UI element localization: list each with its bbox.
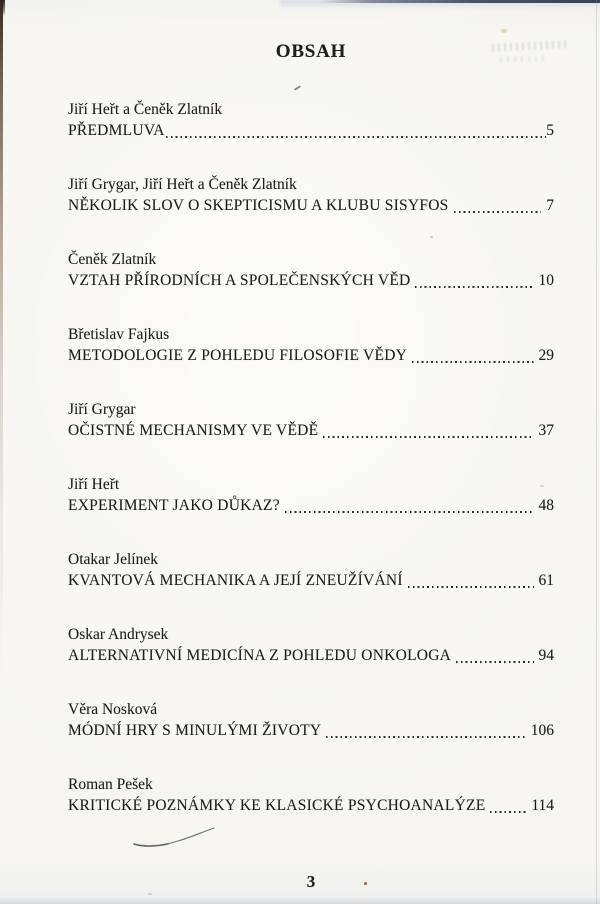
dot-leader: [326, 736, 525, 738]
entry-title: KRITICKÉ POZNÁMKY KE KLASICKÉ PSYCHOANALÝZE: [68, 797, 486, 814]
pencil-squiggle: [128, 820, 220, 852]
entry-title: VZTAH PŘÍRODNÍCH A SPOLEČENSKÝCH VĚD: [68, 272, 411, 289]
entry-title-row: [68, 720, 554, 741]
scan-edge-left: [0, 0, 3, 904]
entry-page-number: 29: [538, 347, 554, 364]
entry-title-row: [68, 645, 554, 666]
entry-title: NĚKOLIK SLOV O SKEPTICISMU A KLUBU SISYFOS: [68, 197, 449, 214]
dot-leader: [454, 211, 542, 213]
entry-title-row: [68, 270, 554, 291]
toc-entry: [68, 249, 554, 291]
toc-list: [68, 99, 554, 816]
entry-title-row: [68, 570, 554, 591]
entry-title-row: [68, 195, 554, 216]
toc-entry: [68, 174, 554, 216]
entry-authors: Jiří Heřt a Čeněk Zlatník: [68, 101, 223, 118]
toc-entry: [68, 624, 554, 666]
entry-page-number: 10: [538, 272, 554, 289]
entry-authors: Otakar Jelínek: [68, 551, 158, 568]
page-title: OBSAH: [275, 41, 347, 62]
toc-entry: [68, 474, 554, 516]
entry-authors: Věra Nosková: [68, 701, 158, 718]
entry-page-number: 106: [530, 722, 554, 739]
toc-entry: [68, 774, 554, 816]
entry-authors: Břetislav Fajkus: [68, 326, 170, 343]
scan-edge-bottom: [0, 897, 600, 904]
toc-entry: [68, 699, 554, 741]
entry-authors: Roman Pešek: [68, 776, 153, 793]
entry-page-number: 7: [546, 197, 554, 214]
dot-leader: [415, 286, 533, 288]
entry-title: MÓDNÍ HRY S MINULÝMI ŽIVOTY: [68, 722, 322, 739]
entry-authors: Jiří Heřt: [68, 476, 120, 493]
entry-title-row: [68, 345, 554, 366]
dot-leader: [490, 811, 526, 813]
entry-title: EXPERIMENT JAKO DŮKAZ?: [68, 497, 280, 514]
entry-title-row: [68, 120, 554, 141]
scan-corner-mark: [0, 0, 5, 16]
entry-title: ALTERNATIVNÍ MEDICÍNA Z POHLEDU ONKOLOGA: [68, 647, 452, 664]
entry-title-row: [68, 795, 554, 816]
entry-page-number: 61: [538, 572, 554, 589]
toc-entry: [68, 399, 554, 441]
toc-entry: [68, 549, 554, 591]
entry-page-number: 48: [538, 497, 554, 514]
toc-entry: [68, 99, 554, 141]
entry-page-number: 114: [531, 797, 554, 814]
entry-page-number: 94: [538, 647, 554, 664]
entry-title: KVANTOVÁ MECHANIKA A JEJÍ ZNEUŽÍVÁNÍ: [68, 572, 403, 589]
entry-title-row: [68, 495, 554, 516]
dot-leader: [412, 361, 533, 363]
entry-title: METODOLOGIE Z POHLEDU FILOSOFIE VĚDY: [68, 347, 408, 364]
dot-leader: [166, 136, 547, 138]
scan-edge-right: [596, 0, 597, 904]
dot-leader: [285, 511, 534, 513]
page-number: 3: [306, 872, 316, 891]
entry-authors: Jiří Grygar: [68, 401, 136, 418]
entry-authors: Čeněk Zlatník: [68, 251, 157, 268]
dot-leader: [408, 586, 534, 588]
page-content: [68, 0, 554, 816]
entry-title: OČISTNÉ MECHANISMY VE VĚDĚ: [68, 422, 319, 439]
entry-title: PŘEDMLUVA: [68, 122, 165, 139]
entry-authors: Jiří Grygar, Jiří Heřt a Čeněk Zlatník: [68, 176, 297, 193]
entry-page-number: 37: [538, 422, 554, 439]
toc-entry: [68, 324, 554, 366]
entry-title-row: [68, 420, 554, 441]
entry-authors: Oskar Andrysek: [68, 626, 169, 643]
paper-speck: [148, 893, 152, 895]
dot-leader: [323, 436, 533, 438]
dot-leader: [456, 661, 533, 663]
entry-page-number: 5: [546, 122, 554, 139]
